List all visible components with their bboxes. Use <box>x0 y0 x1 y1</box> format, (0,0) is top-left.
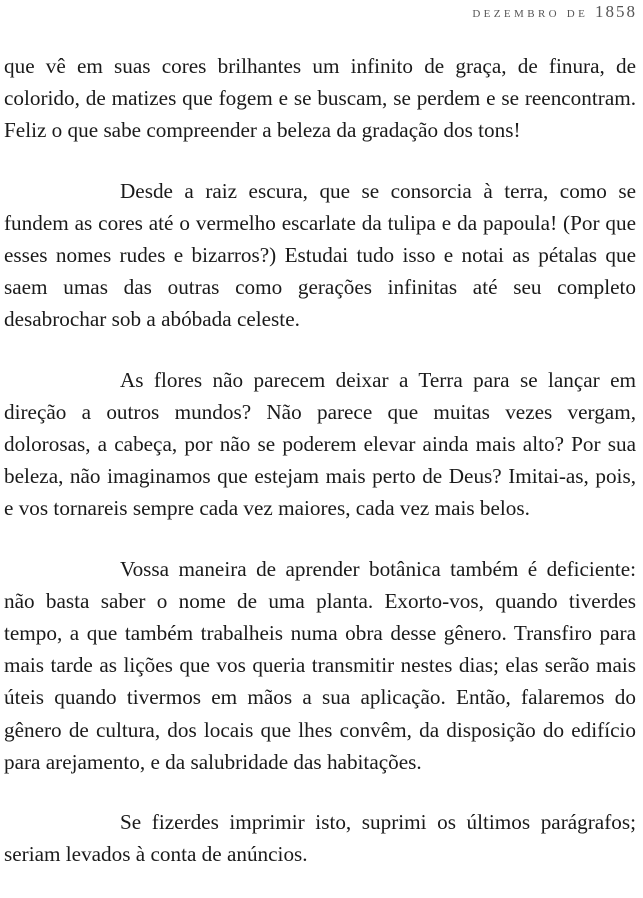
paragraph-continuation: que vê em suas cores brilhantes um infinito de graça, de finura, de colorido, de matizes que fogem e se buscam, se perdem e se reencontram. Feliz o que sabe compreender a beleza da gradação dos tons! <box>4 54 636 143</box>
paragraph-printing: Se fizerdes imprimir isto, suprimi os últimos parágrafos; seriam levados à conta de anúncios. <box>4 810 636 867</box>
header-connector: de <box>566 5 589 21</box>
header-month: dezembro <box>472 5 561 21</box>
header-year: 1858 <box>595 2 637 21</box>
paragraph-colors: Desde a raiz escura, que se consorcia à terra, como se fundem as cores até o vermelho escarlate da tulipa e da papoula! (Por que esses nomes rudes e bizarros?) Estudai tudo isso e notai as pétalas que saem umas das outras como gerações infinitas até seu completo desabrochar sob a abóbada celeste. <box>4 178 636 332</box>
paragraph-flowers: As flores não parecem deixar a Terra para se lançar em direção a outros mundos? Não parece que muitas vezes vergam, dolorosas, a cabeça, por não se poderem elevar ainda mais alto? Por sua beleza, não imaginamos que estejam mais perto de Deus? Imitai-as, pois, e vos tornareis sempre cada vez maiores, cada vez mais belos. <box>4 367 636 521</box>
running-header <box>472 2 637 22</box>
page-body <box>4 50 636 870</box>
paragraph-botany: Vossa maneira de aprender botânica também é deficiente: não basta saber o nome de uma planta. Exorto-vos, quando tiverdes tempo, a que também trabalheis numa obra desse gênero. Transfiro para mais tarde as lições que vos queria transmitir nestes dias; elas serão mais úteis quando tivermos em mãos a sua aplicação. Então, falaremos do gênero de cultura, dos locais que lhes convêm, da disposição do edifício para arejamento, e da salubridade das habitações. <box>4 556 636 774</box>
